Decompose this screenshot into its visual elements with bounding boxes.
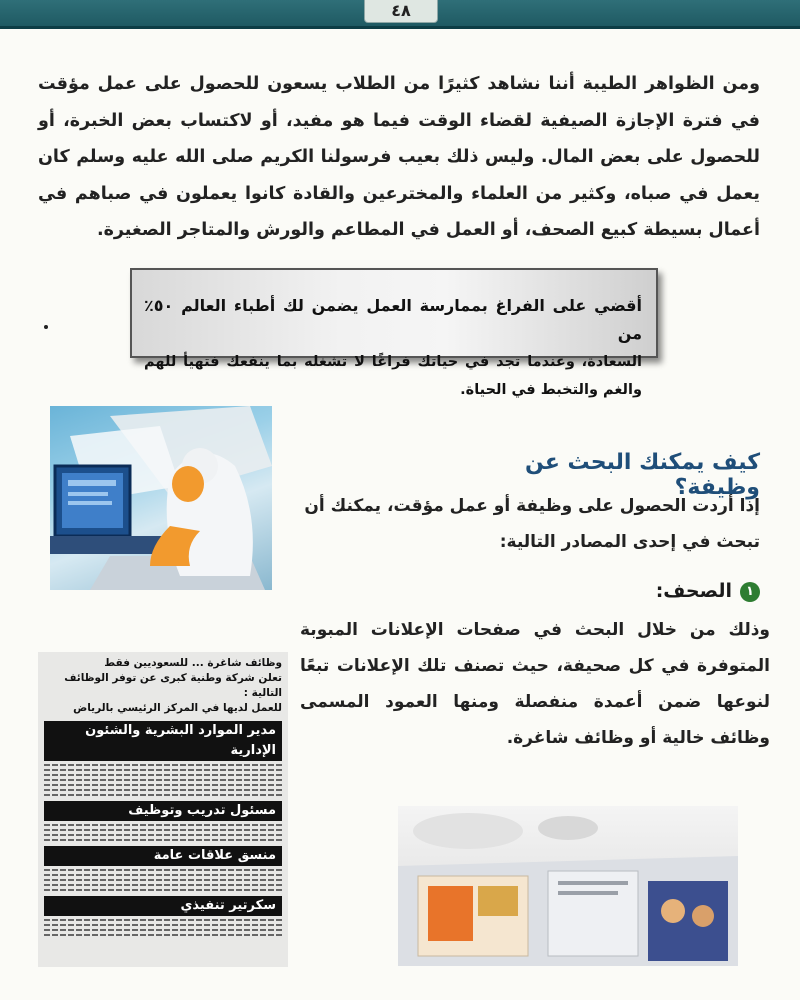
computer-user-image [50,406,272,590]
ad-job-title: مدير الموارد البشرية والشئون الإدارية [44,721,282,761]
ad-job-title: مسئول تدريب وتوظيف [44,801,282,821]
ad-job-details [44,764,282,796]
ad-job-details [44,824,282,841]
section-body: إذا أردت الحصول على وظيفة أو عمل مؤقت، يمكنك أن تبحث في إحدى المصادر التالية: [304,496,760,552]
subsection-heading [560,580,760,602]
number-badge: ١ [740,582,760,602]
newspapers-image [398,806,738,966]
section-title: كيف يمكنك البحث عن وظيفة؟ [525,450,760,500]
subsection-body: وذلك من خلال البحث في صفحات الإعلانات المبوبة المتوفرة في كل صحيفة، حيث تصنف تلك الإعلانات تبعًا لنوعها ضمن أعمدة منفصلة ومنها العمود المسمى وظائف خالية أو وظائف شاغرة. [300,620,770,748]
ad-job-details [44,919,282,936]
intro-paragraph: ومن الظواهر الطيبة أننا نشاهد كثيرًا من الطلاب يسعون للحصول على عمل مؤقت في فترة الإجازة الصيفية لقضاء الوقت فيما هو مفيد، أو لاكتساب بعض الخبرة، أو للحصول على بعض المال. وليس ذلك بعيب فرسولنا الكريم صلى الله عليه وسلم كان يعمل في صباه، وكثير من العلماء والمخترعين والقادة كانوا يعملون في صباهم في أعمال بسيطة كبيع الصحف، أو العمل في المطاعم والورش والمتاجر الصغيرة. [38,74,760,240]
page-number: ٤٨ [364,0,438,23]
ad-job-title: منسق علاقات عامة [44,846,282,866]
ad-header-3: للعمل لديها في المركز الرئيسي بالرياض [73,702,282,714]
quote-line-1: أقضي على الفراغ بممارسة العمل يضمن لك أطباء العالم ٥٠٪ من [144,296,642,343]
header-bar [0,0,800,29]
ad-job-details [44,869,282,891]
ad-header-2: تعلن شركة وطنية كبرى عن توفر الوظائف التالية : [64,672,282,699]
quote-line-2: السعادة، وعندما تجد في حياتك فراغًا لا تشغله بما ينفعك فتهيأ للهم والغم والتخبط في الحياة. [144,354,642,398]
ad-header-1: وظائف شاغرة ... للسعوديين فقط [104,657,282,669]
margin-dot [44,325,48,329]
newspapers-photo [398,806,738,966]
newspaper-ad-clipping [38,652,288,967]
ad-job-title: سكرتير تنفيذي [44,896,282,916]
computer-user-illustration [50,406,272,590]
quote-box [130,268,658,398]
subsection-title: الصحف: [655,580,732,602]
